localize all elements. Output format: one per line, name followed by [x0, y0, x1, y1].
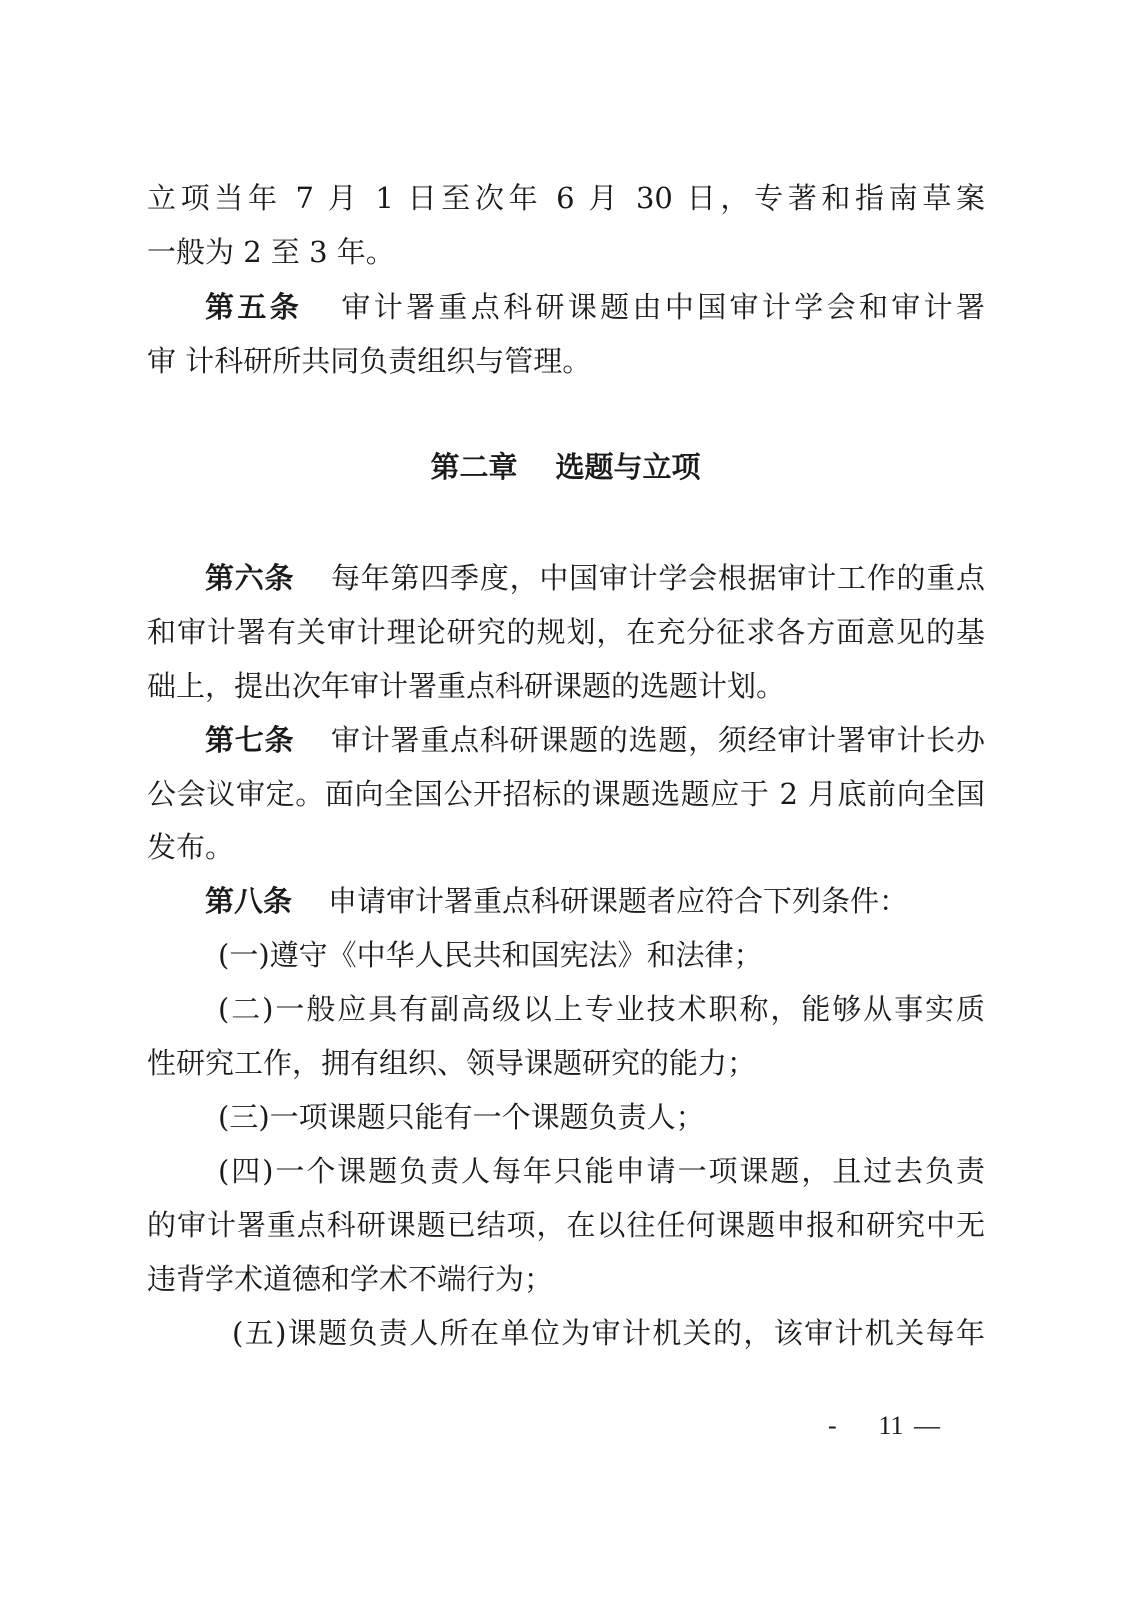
paragraph-line: 的审计署重点科研课题已结项，在以往任何课题申报和研究中无: [147, 1208, 985, 1242]
article-5-line: [205, 287, 985, 327]
paragraph-line: 审 计科研所共同负责组织与管理。: [147, 344, 592, 378]
paragraph-line: 性研究工作，拥有组织、领导课题研究的能力；: [147, 1046, 757, 1080]
paragraph-line: 一般为 2 至 3 年。: [147, 235, 395, 269]
paragraph-line: 立项当年 7 月 1 日至次年 6 月 30 日，专著和指南草案: [147, 181, 985, 215]
article-label: 第五条: [205, 290, 303, 324]
paragraph-line: 和审计署有关审计理论研究的规划，在充分征求各方面意见的基: [147, 615, 985, 649]
article-label: 第六条: [205, 561, 295, 595]
article-label: 第七条: [205, 723, 295, 757]
article-text: 审计署重点科研课题由中国审计学会和审计署: [338, 290, 985, 324]
article-label: 第八条: [205, 884, 293, 918]
list-item: (四)一个课题负责人每年只能申请一项课题，且过去负责: [218, 1154, 985, 1188]
paragraph-line: 违背学术道德和学术不端行为；: [147, 1262, 554, 1296]
chapter-heading: [0, 447, 1131, 487]
article-7-line: [205, 720, 985, 760]
paragraph-line: 发布。: [147, 830, 235, 864]
article-6-line: [205, 558, 985, 598]
article-text: 审计署重点科研课题的选题，须经审计署审计长办: [330, 723, 985, 757]
list-item: (三)一项课题只能有一个课题负责人；: [218, 1100, 705, 1134]
article-text: 申请审计署重点科研课题者应符合下列条件：: [328, 884, 909, 918]
list-item: (五)课题负责人所在单位为审计机关的，该审计机关每年: [232, 1316, 985, 1350]
list-item: (一)遵守《中华人民共和国宪法》和法律；: [218, 938, 763, 972]
article-text: 每年第四季度，中国审计学会根据审计工作的重点: [330, 561, 985, 595]
article-8-line: [205, 881, 985, 921]
page-number-value: 11: [878, 1411, 904, 1440]
page-dash-right: —: [914, 1411, 940, 1440]
paragraph-line: 础上，提出次年审计署重点科研课题的选题计划。: [147, 669, 786, 703]
list-item: (二)一般应具有副高级以上专业技术职称，能够从事实质: [218, 992, 985, 1026]
chapter-number: 第二章: [430, 450, 518, 484]
paragraph-line: 公会议审定。面向全国公开招标的课题选题应于 2 月底前向全国: [147, 777, 985, 811]
page-dash-left: -: [828, 1411, 837, 1440]
page-number: [828, 1408, 968, 1444]
chapter-title: 选题与立项: [555, 450, 701, 484]
